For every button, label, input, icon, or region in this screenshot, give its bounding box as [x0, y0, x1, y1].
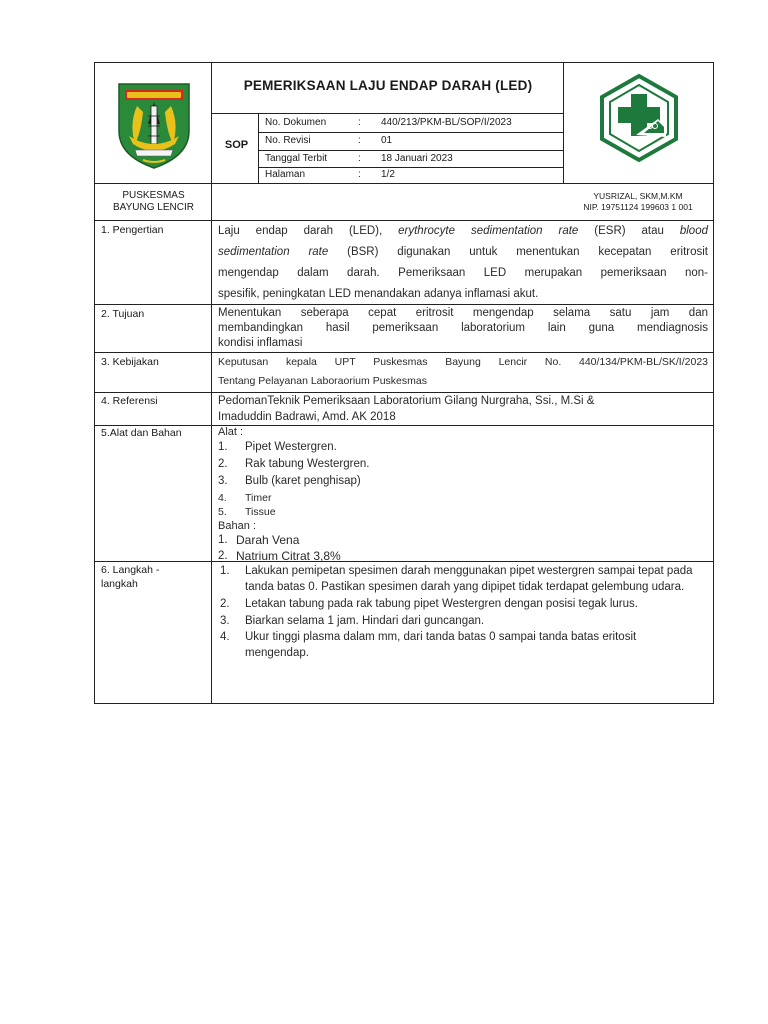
meta-separator: :	[358, 135, 361, 146]
section-label: 2. Tujuan	[101, 308, 145, 320]
step-text: Lakukan pemipetan spesimen darah menggunakan pipet westergren sampai tepat pada tanda batas 0. Pastikan spesimen darah yang dipipet tidak terdapat gelembung udara.	[245, 565, 693, 593]
step-number: 2.	[220, 598, 230, 610]
section-kebijakan-text	[218, 353, 708, 391]
sop-document	[94, 62, 714, 704]
text-run: Laju endap darah (LED),	[218, 225, 399, 237]
divider	[212, 113, 563, 114]
text-line	[218, 221, 708, 242]
list-item: Rak tabung Westergren.	[245, 458, 370, 470]
bahan-heading: Bahan :	[218, 520, 256, 532]
list-item: Tissue	[245, 506, 276, 518]
section-alat-bahan	[218, 424, 518, 563]
text-line: spesifik, peningkatan LED menandakan adanya inflamasi akut.	[218, 288, 539, 300]
meta-label: No. Dokumen	[265, 117, 327, 128]
list-item: Darah Vena	[236, 533, 300, 547]
step-item	[218, 613, 698, 629]
step-text: Letakan tabung pada rak tabung pipet Westergren dengan posisi tegak lurus.	[245, 598, 638, 610]
section-referensi-text	[218, 393, 708, 425]
puskesmas-logo-icon	[598, 73, 680, 163]
meta-label: Halaman	[265, 169, 306, 180]
step-text: Biarkan selama 1 jam. Hindari dari guncangan.	[245, 615, 485, 627]
section-langkah-steps	[218, 563, 698, 661]
text-line	[218, 242, 708, 263]
signer-block	[563, 191, 713, 213]
text-run: (ESR) atau	[578, 225, 680, 237]
step-item	[218, 629, 698, 661]
text-line: Keputusan kepala UPT Puskesmas Bayung Lencir No. 440/134/PKM-BL/SK/I/2023	[218, 356, 708, 368]
text-line: membandingkan hasil pemeriksaan laboratorium lain guna mendiagnosis	[218, 322, 708, 334]
list-number: 4.	[218, 492, 227, 504]
list-item: Timer	[245, 492, 272, 504]
text-line: Menentukan seberapa cepat eritrosit mengendap selama satu jam dan	[218, 307, 708, 319]
unit-line: PUSKESMAS	[122, 190, 185, 201]
text-line: Imaduddin Badrawi, Amd. AK 2018	[218, 411, 396, 423]
list-number: 2.	[218, 550, 228, 562]
section-label: 3. Kebijakan	[101, 356, 159, 368]
meta-separator: :	[358, 169, 361, 180]
divider	[258, 150, 563, 151]
divider	[95, 561, 713, 562]
meta-value: 440/213/PKM-BL/SOP/I/2023	[381, 117, 512, 128]
list-item: Pipet Westergren.	[245, 441, 337, 453]
unit-name	[95, 190, 212, 214]
list-number: 3.	[218, 475, 228, 487]
section-label: 4. Referensi	[101, 395, 158, 407]
meta-separator: :	[358, 117, 361, 128]
divider	[258, 167, 563, 168]
section-pengertian-text	[218, 221, 708, 305]
meta-value: 1/2	[381, 169, 395, 180]
step-item	[218, 596, 698, 612]
alat-heading: Alat :	[218, 426, 244, 438]
divider	[211, 63, 212, 703]
step-number: 4.	[220, 631, 230, 643]
section-tujuan-text	[218, 306, 708, 351]
step-number: 1.	[220, 565, 230, 577]
text-run: (BSR) digunakan untuk menentukan kecepatan eritrosit	[328, 246, 708, 258]
unit-line: BAYUNG LENCIR	[113, 202, 194, 213]
signer-name: YUSRIZAL, SKM,M.KM	[593, 191, 683, 201]
text-line: mengendap dalam darah. Pemeriksaan LED merupakan pemeriksaan non-	[218, 267, 708, 279]
list-item: Bulb (karet penghisap)	[245, 475, 361, 487]
divider	[563, 63, 564, 183]
list-number: 1.	[218, 441, 228, 453]
meta-separator: :	[358, 153, 361, 164]
divider	[95, 183, 713, 184]
section-label: 5.Alat dan Bahan	[101, 427, 182, 439]
section-label	[101, 563, 209, 591]
step-number: 3.	[220, 615, 230, 627]
meta-label: No. Revisi	[265, 135, 311, 146]
section-label: 1. Pengertian	[101, 224, 164, 236]
text-line: PedomanTeknik Pemeriksaan Laboratorium Gilang Nurgraha, Ssi., M.Si &	[218, 395, 595, 407]
regency-crest-logo-icon	[115, 76, 193, 170]
meta-label: Tanggal Terbit	[265, 153, 328, 164]
step-text: Ukur tinggi plasma dalam mm, dari tanda batas 0 sampai tanda batas eritosit mengendap.	[245, 631, 637, 659]
step-item	[218, 563, 698, 595]
italic-term: sedimentation rate	[218, 246, 329, 258]
label-line: langkah	[101, 578, 138, 590]
list-number: 5.	[218, 506, 227, 518]
sop-label: SOP	[224, 139, 249, 151]
italic-term: blood	[679, 225, 708, 237]
list-item: Natrium Citrat 3,8%	[236, 549, 341, 563]
signer-nip: NIP. 19751124 199603 1 001	[583, 202, 693, 212]
list-number: 1.	[218, 534, 228, 546]
text-line: kondisi inflamasi	[218, 337, 303, 349]
list-number: 2.	[218, 458, 228, 470]
text-line: Tentang Pelayanan Laboraorium Puskesmas	[218, 375, 427, 387]
meta-value: 18 Januari 2023	[381, 153, 453, 164]
meta-value: 01	[381, 135, 393, 146]
label-line: 6. Langkah -	[101, 564, 160, 576]
italic-term: erythrocyte sedimentation rate	[398, 225, 579, 237]
divider	[258, 132, 563, 133]
document-title: PEMERIKSAAN LAJU ENDAP DARAH (LED)	[243, 78, 533, 93]
